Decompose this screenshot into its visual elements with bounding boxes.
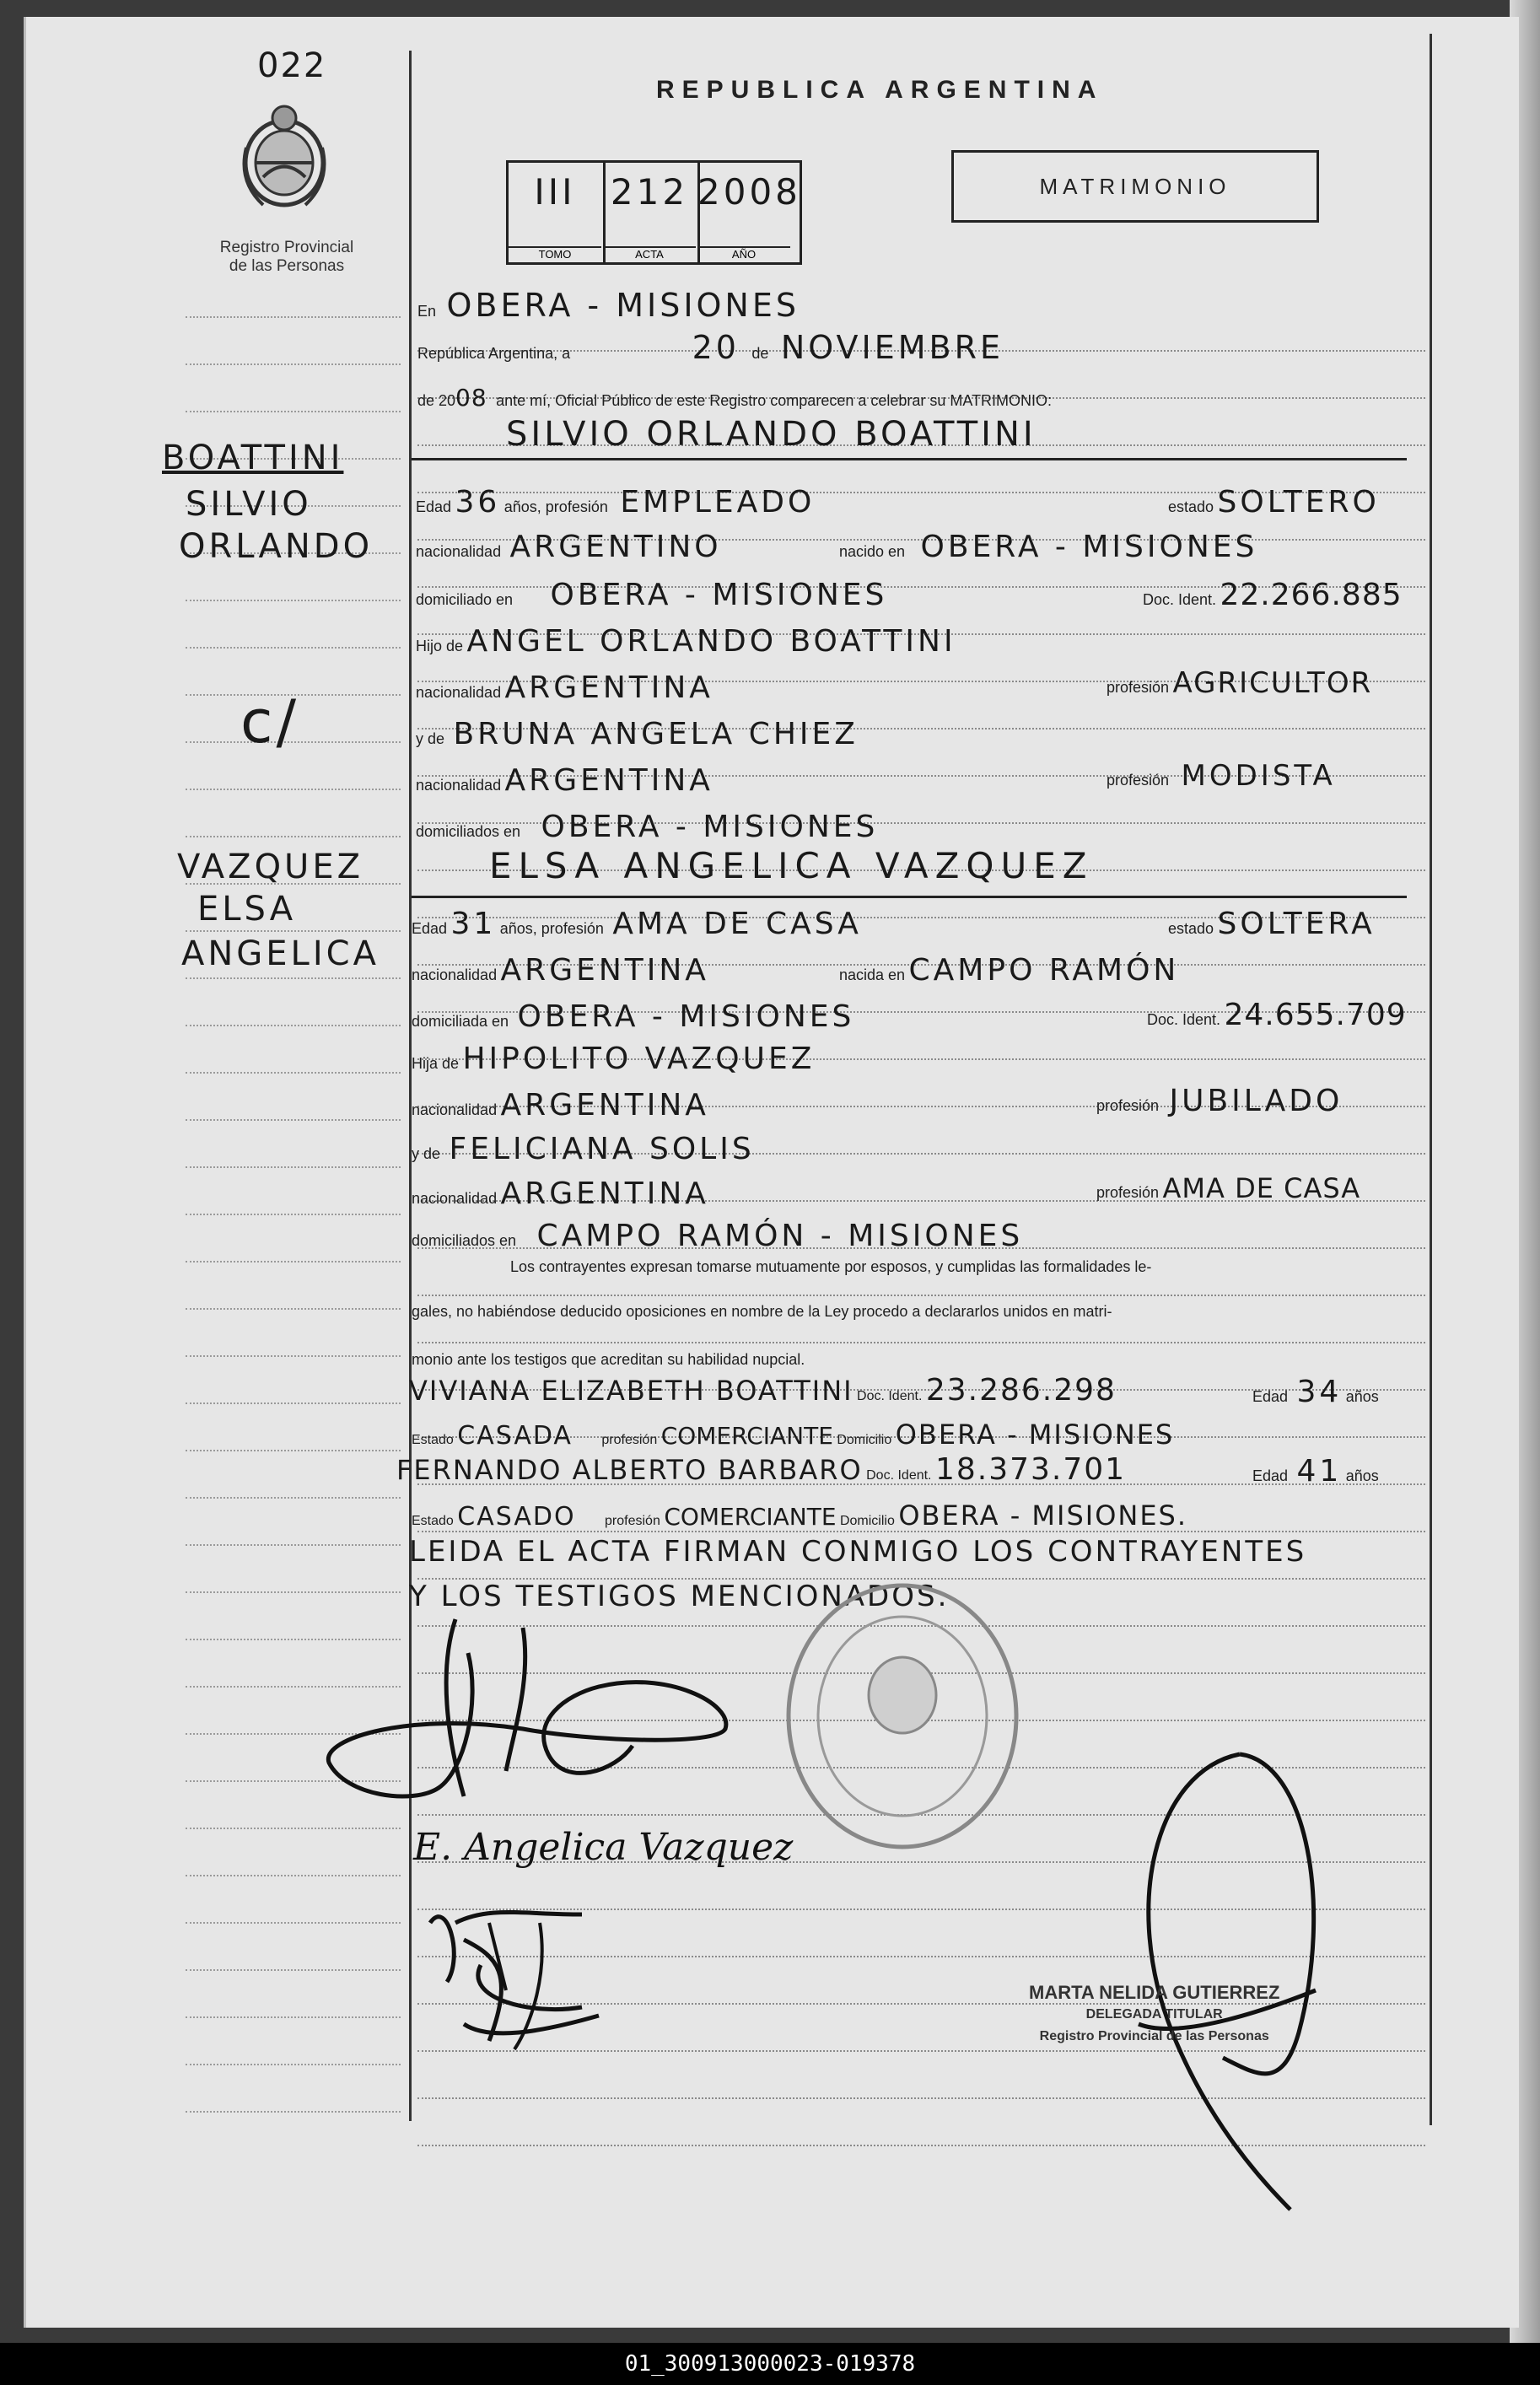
margin-rule (186, 647, 401, 649)
margin-conjunction: c/ (240, 687, 300, 756)
bride-born: CAMPO RAMÓN (908, 953, 1180, 988)
margin-rule (186, 1450, 401, 1452)
bride-line-domicile (412, 999, 854, 1034)
groom-estado-value: SOLTERO (1217, 485, 1380, 520)
groom-estado-label: estado (1168, 498, 1214, 515)
bride-born-label: nacida en (839, 966, 906, 983)
margin-rule (186, 1497, 401, 1499)
witness-2-line1 (396, 1452, 1126, 1487)
bride-father-nat: ARGENTINA (500, 1088, 709, 1123)
groom-father-prof (1107, 666, 1372, 700)
witness-2-anos-label: años (1345, 1467, 1379, 1484)
bride-estado (1168, 907, 1376, 941)
witness-1-name: VIVIANA ELIZABETH BOATTINI (409, 1375, 853, 1407)
margin-rule (186, 2064, 401, 2066)
margin-rule (186, 1072, 401, 1074)
groom-parents-dom-label: domiciliados en (416, 823, 521, 840)
witness-2-line2 (412, 1499, 1187, 1532)
groom-father-nat-label: nacionalidad (416, 684, 502, 701)
groom-parents-dom-line (416, 810, 878, 844)
groom-father-label: Hijo de (416, 638, 464, 654)
intro-place: OBERA - MISIONES (446, 287, 800, 324)
groom-father-prof-label: profesión (1107, 679, 1170, 696)
witness-1-doc: 23.286.298 (925, 1373, 1117, 1408)
margin-rule (186, 1402, 401, 1405)
intro-date-line (417, 329, 1004, 366)
bride-father-label: Hija de (412, 1055, 460, 1072)
groom-prof-label: años, profesión (503, 498, 608, 515)
coat-of-arms-icon (229, 97, 339, 223)
groom-nat-label: nacionalidad (416, 543, 502, 560)
republica-label: República Argentina, a (417, 345, 571, 362)
bride-father-line (412, 1042, 815, 1076)
official-signature (1105, 1737, 1341, 2218)
witness-1-anos-label: años (1345, 1388, 1379, 1405)
official-stamp (1029, 1982, 1279, 2048)
groom-birthplace (839, 530, 1257, 564)
record-reference-box (506, 160, 802, 265)
witness-2-doc: 18.373.701 (934, 1452, 1127, 1487)
groom-separator (412, 458, 1407, 460)
intro-day: 20 (692, 329, 740, 366)
witness-2-estado-label: Estado (412, 1514, 454, 1528)
groom-doc-label: Doc. Ident. (1143, 591, 1217, 608)
groom-line-age (416, 485, 815, 520)
margin-rule (186, 1119, 401, 1122)
witness-2-domicile: OBERA - MISIONES. (898, 1499, 1188, 1532)
margin-rule (186, 1544, 401, 1547)
groom-age: 36 (455, 485, 501, 520)
bride-nat-label: nacionalidad (412, 966, 498, 983)
groom-father-line (416, 624, 956, 659)
margin-rule (186, 789, 401, 791)
witness-1-age-group (1252, 1375, 1379, 1409)
margin-rule (186, 2111, 401, 2113)
margin-rule (186, 1875, 401, 1877)
margin-rule (186, 1591, 401, 1594)
margin-rule (186, 836, 401, 838)
groom-parents-dom: OBERA - MISIONES (541, 810, 879, 844)
declaration-line2: gales, no habiéndose deducido oposiciones en nombre de la Ley procedo a declararlos unidos en matri- (412, 1303, 1112, 1320)
margin-rule (186, 1308, 401, 1311)
witness-1-doc-label: Doc. Ident. (857, 1389, 923, 1403)
bride-line-age (412, 907, 862, 941)
witness-2-profession: COMERCIANTE (664, 1503, 837, 1531)
anio-label: AÑO (697, 246, 790, 261)
bride-parents-dom: CAMPO RAMÓN - MISIONES (536, 1219, 1024, 1253)
witness-signatures (413, 1889, 633, 2058)
bride-doc-label: Doc. Ident. (1147, 1011, 1221, 1028)
groom-mother-nat-label: nacionalidad (416, 777, 502, 794)
bride-separator (412, 896, 1407, 898)
margin-rule (186, 977, 401, 980)
groom-estado (1168, 485, 1380, 520)
closing-line1: LEIDA EL ACTA FIRMAN CONMIGO LOS CONTRAYENTES (409, 1535, 1307, 1569)
margin-bride-surname: VAZQUEZ (177, 848, 364, 886)
witness-1-estado: CASADA (457, 1421, 573, 1451)
tomo-cell (509, 163, 606, 262)
witness-2-prof-label: profesión (605, 1514, 660, 1528)
bride-estado-label: estado (1168, 920, 1214, 937)
intro-place-line (417, 287, 800, 324)
groom-mother-nat: ARGENTINA (504, 763, 713, 798)
closing-line2: Y LOS TESTIGOS MENCIONADOS. (409, 1580, 950, 1613)
bride-prof-label: años, profesión (499, 920, 604, 937)
act-type: MATRIMONIO (1039, 173, 1231, 199)
bride-father-nat-line (412, 1088, 709, 1123)
bride-age-label: Edad (412, 920, 448, 937)
groom-nationality: ARGENTINO (509, 530, 722, 564)
official-title: DELEGADA TITULAR (1085, 2007, 1223, 2022)
anio-cell (697, 163, 801, 262)
page-number: 022 (257, 46, 327, 85)
bride-nationality: ARGENTINA (500, 953, 709, 988)
bride-father: HIPOLITO VAZQUEZ (462, 1042, 816, 1076)
anio-value: 2008 (697, 171, 801, 213)
margin-rule (186, 1261, 401, 1263)
act-type-box (951, 150, 1319, 223)
bride-birthplace (839, 953, 1179, 988)
tomo-label: TOMO (509, 246, 601, 261)
witness-1-age: 34 (1296, 1375, 1343, 1409)
registry-line1: Registro Provincial (219, 239, 354, 256)
file-id: 01_300913000023-019378 (624, 2351, 916, 2377)
bride-full-name: ELSA ANGELICA VAZQUEZ (489, 845, 1094, 886)
groom-father-nat: ARGENTINA (504, 670, 713, 705)
bride-mother-prof-value: AMA DE CASA (1162, 1172, 1361, 1204)
bride-mother-nat-line (412, 1176, 709, 1211)
groom-doc: 22.266.885 (1220, 578, 1403, 612)
bride-doc: 24.655.709 (1224, 998, 1407, 1032)
bride-domicile: OBERA - MISIONES (517, 999, 855, 1034)
bride-father-prof (1096, 1084, 1343, 1118)
en-label: En (417, 303, 437, 320)
registry-name (202, 239, 371, 276)
acta-label: ACTA (603, 246, 696, 261)
margin-rule (186, 600, 401, 602)
witness-1-estado-label: Estado (412, 1433, 454, 1447)
bride-father-prof-label: profesión (1096, 1097, 1160, 1114)
bride-profession: AMA DE CASA (612, 907, 862, 941)
groom-born-label: nacido en (839, 543, 906, 560)
body-rule (417, 1295, 1425, 1297)
groom-mother-line (416, 717, 859, 751)
groom-mother-prof-label: profesión (1107, 772, 1170, 789)
margin-rule (186, 1214, 401, 1216)
margin-rule (186, 1166, 401, 1169)
year-suffix: 08 (455, 384, 487, 412)
file-id-bar (0, 2343, 1540, 2385)
groom-line-domicile (416, 578, 887, 612)
bride-mother-prof-label: profesión (1096, 1184, 1160, 1201)
acta-value: 212 (610, 171, 689, 213)
groom-born: OBERA - MISIONES (920, 530, 1258, 564)
acta-cell (603, 163, 700, 262)
groom-father-nat-line (416, 670, 713, 705)
witness-2-age-group (1252, 1454, 1379, 1489)
witness-2-estado: CASADO (457, 1502, 576, 1532)
tomo-value: III (534, 171, 576, 213)
groom-father-prof-value: AGRICULTOR (1172, 666, 1373, 700)
intro-text: ante mí, Oficial Público de este Registro comparecen a celebrar su MATRIMONIO: (496, 392, 1053, 409)
witness-2-age-label: Edad (1252, 1467, 1289, 1484)
groom-age-label: Edad (416, 498, 452, 515)
bride-mother: FELICIANA SOLIS (449, 1132, 755, 1166)
declaration-line3: monio ante los testigos que acreditan su habilidad nupcial. (412, 1351, 805, 1368)
margin-groom-surname: BOATTINI (162, 439, 344, 477)
margin-rule (186, 1355, 401, 1358)
groom-father: ANGEL ORLANDO BOATTINI (466, 624, 956, 659)
margin-bride-first: ELSA (197, 890, 297, 929)
bride-father-prof-value: JUBILADO (1169, 1084, 1343, 1118)
right-border (1430, 34, 1432, 2125)
margin-groom-first: SILVIO (186, 485, 312, 524)
official-name: MARTA NELIDA GUTIERREZ (1029, 1982, 1280, 2003)
bride-signature: E. Angelica Vazquez (413, 1826, 794, 1869)
bride-mother-nat-label: nacionalidad (412, 1190, 498, 1207)
margin-rule (186, 316, 401, 319)
de-label: de (751, 345, 769, 362)
margin-rule (186, 930, 401, 933)
bride-estado-value: SOLTERA (1217, 907, 1376, 941)
bride-mother-prof (1096, 1172, 1360, 1204)
intro-year-line (417, 384, 1052, 412)
groom-line-nationality (416, 530, 722, 564)
bride-dom-label: domiciliada en (412, 1013, 509, 1030)
bride-parents-dom-label: domiciliados en (412, 1232, 517, 1249)
margin-bride-middle: ANGELICA (181, 934, 380, 973)
registry-line2: de las Personas (229, 257, 345, 275)
groom-mother: BRUNA ANGELA CHIEZ (453, 717, 859, 751)
bride-parents-dom-line (412, 1219, 1023, 1253)
body-rule (417, 1342, 1425, 1344)
witness-1-dom-label: Domicilio (837, 1433, 892, 1447)
groom-mother-label: y de (416, 730, 445, 747)
margin-rule (186, 2016, 401, 2019)
bride-mother-nat: ARGENTINA (500, 1176, 709, 1211)
margin-groom-middle: ORLANDO (179, 527, 374, 566)
groom-document (1143, 578, 1403, 612)
witness-1-line2 (412, 1419, 1174, 1451)
groom-dom-label: domiciliado en (416, 591, 514, 608)
groom-mother-prof (1107, 759, 1336, 793)
margin-rule (186, 1025, 401, 1027)
groom-mother-prof-value: MODISTA (1181, 759, 1336, 793)
margin-rule (186, 1828, 401, 1830)
bride-document (1147, 998, 1407, 1032)
bride-mother-label: y de (412, 1145, 441, 1162)
groom-full-name: SILVIO ORLANDO BOATTINI (506, 415, 1037, 454)
bride-line-nationality (412, 953, 709, 988)
witness-1-profession: COMERCIANTE (660, 1422, 833, 1450)
intro-month: NOVIEMBRE (780, 329, 1004, 366)
witness-1-domicile: OBERA - MISIONES (895, 1419, 1175, 1451)
margin-rule (186, 411, 401, 413)
groom-domicile: OBERA - MISIONES (550, 578, 888, 612)
margin-rule (186, 1969, 401, 1972)
bride-mother-line (412, 1132, 755, 1166)
witness-1-line1 (409, 1373, 1117, 1408)
groom-signature (312, 1602, 751, 1822)
groom-profession: EMPLEADO (620, 485, 816, 520)
bride-age: 31 (450, 907, 497, 941)
page-title: REPUBLICA ARGENTINA (656, 76, 1104, 104)
witness-2-name: FERNANDO ALBERTO BARBARO (396, 1454, 863, 1486)
witness-1-age-label: Edad (1252, 1388, 1289, 1405)
year-prefix: de 20 (417, 392, 456, 409)
bride-father-nat-label: nacionalidad (412, 1101, 498, 1118)
official-seal-icon (776, 1577, 1029, 1855)
declaration-line1: Los contrayentes expresan tomarse mutuamente por esposos, y cumplidas las formalidades le- (510, 1258, 1152, 1275)
witness-1-prof-label: profesión (601, 1433, 658, 1447)
groom-mother-nat-line (416, 763, 713, 798)
witness-2-age: 41 (1296, 1454, 1343, 1489)
official-agency: Registro Provincial de las Personas (1039, 2029, 1269, 2043)
witness-2-doc-label: Doc. Ident. (866, 1468, 932, 1483)
witness-2-dom-label: Domicilio (839, 1514, 895, 1528)
margin-rule (186, 363, 401, 366)
margin-rule (186, 1922, 401, 1925)
